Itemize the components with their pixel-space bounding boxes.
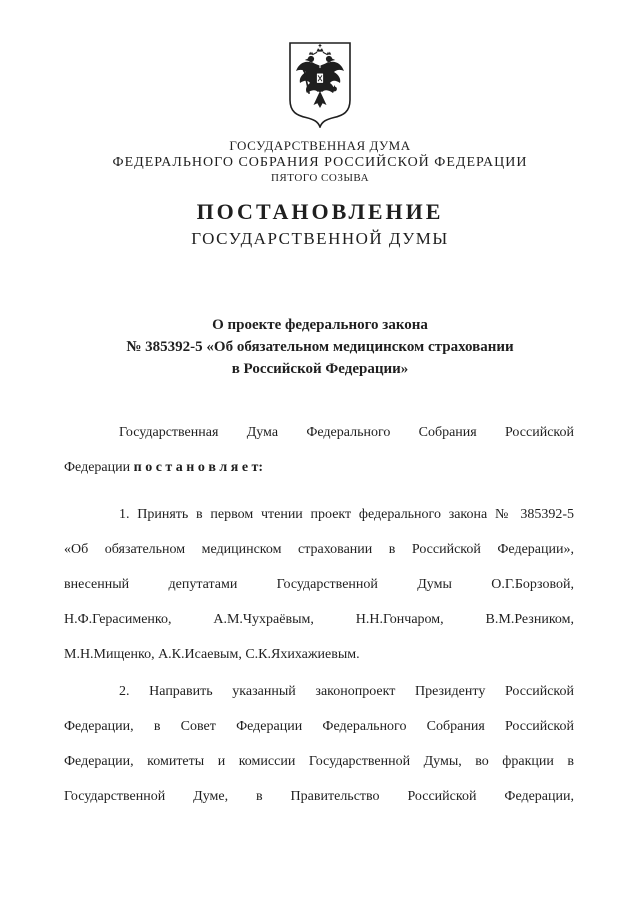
body-line: Федерации, комитеты и комиссии Государственной Думы, во фракции в: [64, 754, 574, 769]
body-line: 1. Принять в первом чтении проект федерального закона № 385392-5: [119, 507, 574, 522]
subject-line-3: в Российской Федерации»: [231, 361, 409, 377]
body-line: Государственной Думе, в Правительство Российской Федерации,: [64, 789, 574, 804]
subject-heading: [0, 314, 640, 380]
body-line: М.Н.Мищенко, А.К.Исаевым, С.К.Яхихажиевым.: [64, 647, 360, 662]
document-body: [64, 415, 574, 814]
institution-header: [0, 138, 640, 186]
institution-name: ГОСУДАРСТВЕННАЯ ДУМА: [229, 138, 411, 153]
document-issuer: ГОСУДАРСТВЕННОЙ ДУМЫ: [191, 229, 449, 248]
body-line: внесенный депутатами Государственной Думы О.Г.Борзовой,: [64, 577, 574, 592]
coat-of-arms-icon: [289, 42, 351, 128]
subject-line-2: № 385392-5 «Об обязательном медицинском страховании: [126, 339, 514, 355]
coat-of-arms-svg: [289, 42, 351, 128]
paragraph-item-1: [64, 497, 574, 672]
body-line: 2. Направить указанный законопроект Президенту Российской: [119, 684, 574, 699]
body-line-text: Федерации: [64, 460, 134, 475]
body-line: «Об обязательном медицинском страховании в Российской Федерации»,: [64, 542, 574, 557]
convocation: ПЯТОГО СОЗЫВА: [270, 172, 370, 184]
paragraph-resolves: [64, 415, 574, 485]
body-line: Н.Ф.Герасименко, А.М.Чухраёвым, Н.Н.Гончаром, В.М.Резником,: [64, 612, 574, 627]
body-line: Государственная Дума Федерального Собрания Российской: [119, 425, 574, 440]
subject-line-1: О проекте федерального закона: [212, 317, 428, 333]
institution-body: ФЕДЕРАЛЬНОГО СОБРАНИЯ РОССИЙСКОЙ ФЕДЕРАЦИИ: [112, 155, 528, 170]
resolves-keyword: п о с т а н о в л я е т:: [133, 460, 264, 475]
body-line: [64, 450, 574, 485]
document-title: [0, 198, 640, 252]
document-type: ПОСТАНОВЛЕНИЕ: [196, 199, 444, 224]
body-line: Федерации, в Совет Федерации Федерального Собрания Российской: [64, 719, 574, 734]
paragraph-item-2: [64, 674, 574, 814]
